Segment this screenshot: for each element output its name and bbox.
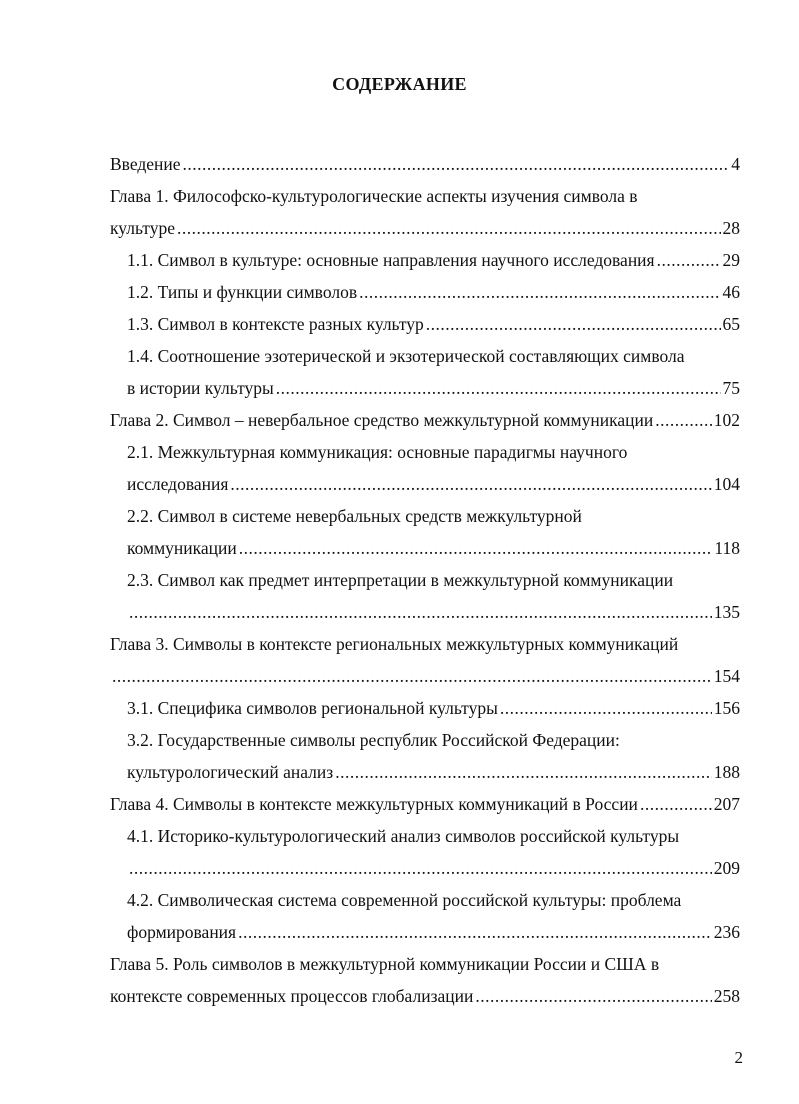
toc-page-number: 135 <box>713 602 740 622</box>
toc-entry-line <box>110 244 740 276</box>
toc-entry-text: Глава 4. Символы в контексте межкультурных коммуникаций в России <box>110 794 638 814</box>
toc-entry-line <box>110 180 740 212</box>
toc-entry-text: культурологический анализ <box>127 762 334 782</box>
dot-leader <box>657 244 721 276</box>
toc-entry-text: в истории культуры <box>127 378 274 398</box>
toc-entry-line <box>110 948 740 980</box>
toc-page-number: 258 <box>713 986 740 1006</box>
toc-entry-text: 3.1. Специфика символов региональной культуры <box>127 698 498 718</box>
toc-page-number: 29 <box>722 250 740 270</box>
table-of-contents <box>110 148 740 1012</box>
toc-entry-line <box>110 564 740 596</box>
toc-entry-line <box>110 820 740 852</box>
toc-entry-text: Глава 5. Роль символов в межкультурной коммуникации России и США в <box>110 954 660 974</box>
toc-page-number: 156 <box>713 698 740 718</box>
toc-entry-line <box>110 308 740 340</box>
dot-leader <box>640 788 712 820</box>
toc-entry-line <box>110 148 740 180</box>
toc-entry-text: 2.3. Символ как предмет интерпретации в межкультурной коммуникации <box>127 570 674 590</box>
toc-entry-line <box>110 500 740 532</box>
dot-leader <box>239 532 713 564</box>
toc-entry-line <box>110 788 740 820</box>
dot-leader <box>655 404 712 436</box>
dot-leader <box>359 276 720 308</box>
toc-entry-text: 3.2. Государственные символы республик Российской Федерации: <box>127 730 620 750</box>
toc-entry-line <box>110 596 740 628</box>
toc-page-number: 236 <box>713 922 740 942</box>
toc-page-number: 65 <box>722 314 740 334</box>
toc-entry-text: Глава 3. Символы в контексте региональных межкультурных коммуникаций <box>110 634 679 654</box>
toc-entry-text: 1.2. Типы и функции символов <box>127 282 358 302</box>
toc-entry-text: 1.4. Соотношение эзотерической и экзотерической составляющих символа <box>127 346 685 366</box>
toc-entry-line <box>110 532 740 564</box>
dot-leader <box>335 756 712 788</box>
toc-entry-text: 4.1. Историко-культурологический анализ символов российской культуры <box>127 826 680 846</box>
dot-leader <box>276 372 721 404</box>
toc-entry-line <box>110 212 740 244</box>
toc-entry-text: исследования <box>127 474 229 494</box>
toc-page-number: 118 <box>714 538 740 558</box>
dot-leader <box>475 980 711 1012</box>
dot-leader <box>500 692 712 724</box>
toc-entry-text: формирования <box>127 922 237 942</box>
toc-entry-text: 4.2. Символическая система современной российской культуры: проблема <box>127 890 682 910</box>
toc-entry-text: культуре <box>110 218 175 238</box>
toc-entry-line <box>110 724 740 756</box>
toc-entry-line <box>110 916 740 948</box>
toc-page-number: 207 <box>713 794 740 814</box>
dot-leader <box>177 212 721 244</box>
toc-page-number: 102 <box>713 410 740 430</box>
toc-entry-line <box>110 852 740 884</box>
toc-entry-line <box>110 372 740 404</box>
toc-page-number: 46 <box>722 282 740 302</box>
toc-entry-line <box>110 404 740 436</box>
toc-entry-line <box>110 628 740 660</box>
toc-entry-text: коммуникации <box>127 538 237 558</box>
toc-entry-text: Введение <box>110 154 181 174</box>
toc-entry-line <box>110 468 740 500</box>
toc-entry-text: 2.2. Символ в системе невербальных средств межкультурной <box>127 506 582 526</box>
dot-leader <box>183 148 730 180</box>
toc-page-number: 154 <box>713 666 740 686</box>
toc-page-number: 104 <box>713 474 740 494</box>
toc-entry-text: 1.3. Символ в контексте разных культур <box>127 314 424 334</box>
page-title: СОДЕРЖАНИЕ <box>332 74 467 94</box>
dot-leader <box>230 468 711 500</box>
toc-entry-text: Глава 2. Символ – невербальное средство межкультурной коммуникации <box>110 410 654 430</box>
dot-leader <box>238 916 712 948</box>
dot-leader <box>129 596 712 628</box>
toc-entry-line <box>110 340 740 372</box>
toc-entry-line <box>110 436 740 468</box>
toc-entry-line <box>110 276 740 308</box>
toc-entry-line <box>110 884 740 916</box>
page-number: 2 <box>734 1048 743 1067</box>
toc-page-number: 28 <box>722 218 740 238</box>
toc-entry-text: 1.1. Символ в культуре: основные направления научного исследования <box>127 250 655 270</box>
dot-leader <box>129 852 712 884</box>
toc-page-number: 188 <box>713 762 740 782</box>
toc-entry-text: контексте современных процессов глобализации <box>110 986 474 1006</box>
toc-page-number: 75 <box>722 378 740 398</box>
toc-entry-line <box>110 756 740 788</box>
toc-entry-text: 2.1. Межкультурная коммуникация: основные парадигмы научного <box>127 442 628 462</box>
toc-entry-line <box>110 660 740 692</box>
dot-leader <box>112 660 712 692</box>
toc-entry-line <box>110 980 740 1012</box>
toc-page-number: 209 <box>713 858 740 878</box>
toc-entry-text: Глава 1. Философско-культурологические аспекты изучения символа в <box>110 186 638 206</box>
toc-entry-line <box>110 692 740 724</box>
dot-leader <box>426 308 721 340</box>
toc-page-number: 4 <box>731 154 740 174</box>
